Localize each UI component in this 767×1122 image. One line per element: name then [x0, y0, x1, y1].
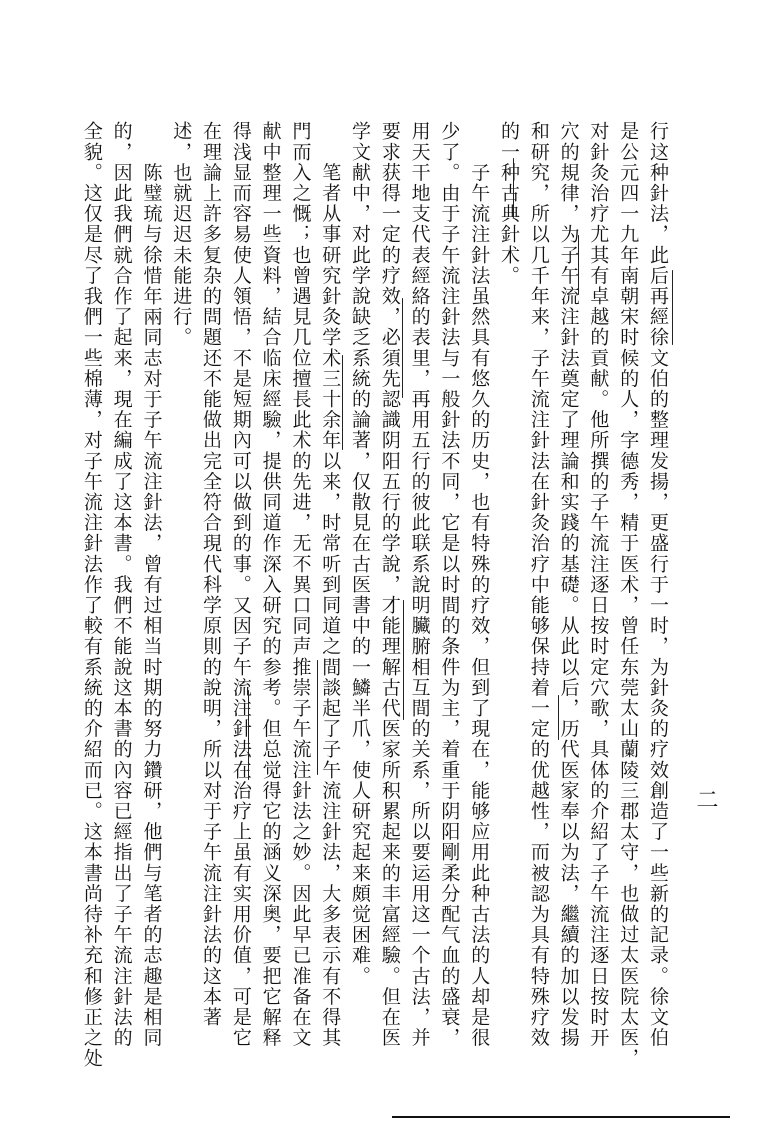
bottom-rule [392, 1116, 730, 1118]
body-text [76, 121, 672, 1069]
text-column: 和研究，所以几千年来，子午流注針法在針灸治疗中能够保持着一定的优越性，而被認为具有特殊疗效 [527, 121, 550, 1048]
text-column: 献中整理一些資料，結合临床經驗，提供同道作深入研究的参考。但总觉得它的涵义深奥，要把它解释 [259, 121, 282, 1048]
text-column: 子午流注針法虽然具有悠久的历史，也有特殊的疗效，但到了現在，能够应用此种古法的人却是很 [468, 121, 491, 1048]
pencil-mark [248, 690, 249, 780]
text-column: 全貌。这仅是尽了我們一些棉薄，对子午流注針法作了較有系統的介紹而已。这本書尚待补充和修正之处 [80, 121, 103, 1069]
pencil-mark [558, 695, 559, 740]
text-column: 用天干地支代表經絡的表里，再用五行的彼此联系說明臟腑相互間的关系，所以要运用这一个古法，并 [408, 121, 431, 1048]
text-column: 行这种針法，此后再經徐文伯的整理发揚，更盛行于一时，为針灸的疗效創造了一些新的記录。徐文伯 [647, 121, 669, 1048]
text-column: 的，因此我們就合作了起来，現在編成了这本書。我們不能說这本書的內容已經指出了子午流注針法的 [110, 121, 133, 1048]
text-column: 对針灸治疗尤其有卓越的貢献。他所撰的子午流注逐日按时定穴歌，具体的介紹了子午流注逐日按时开 [587, 121, 610, 1048]
text-column: 少了。由于子午流注針法与一般針法不同，它是以时間的条件为主，着重于阴阳剛柔分配气血的盛衰， [438, 121, 461, 1048]
text-column: 穴的規律，为子午流注針法奠定了理論和实踐的基礎。从此以后，历代医家奉以为法，繼續的加以发揚 [557, 121, 580, 1048]
text-column: 是公元四一九年南朝宋时候的人，字德秀，精于医术，曾任东莞太山蘭陵三郡太守，也做过太医院太医， [617, 121, 640, 1069]
pencil-mark [403, 600, 404, 720]
pencil-mark [513, 158, 514, 218]
text-column: 学文献中，对此学說缺乏系統的論著，仅散見在古医書中的一鱗半爪，使人研究起来頗觉困难。 [349, 121, 372, 987]
text-column: 的一种古典針术。 [498, 121, 521, 286]
pencil-mark [342, 355, 343, 450]
pencil-mark [317, 660, 318, 775]
text-column: 得浅显而容易使人領悟，不是短期內可以做到的事。又因子午流注針法在治疗上虽有实用价值，可是它 [229, 121, 252, 1048]
page-number: 二 [693, 788, 718, 810]
text-column: 門而入之慨；也曾遇見几位擅長此术的先进，无不異口同声推崇子午流注針法之妙。因此早已准备在文 [289, 121, 312, 1048]
pencil-mark [672, 270, 673, 345]
text-column: 在理論上許多复杂的問題还不能做出完全符合現代科学原則的說明，所以对于子午流注針法的这本著 [200, 121, 223, 1028]
text-column: 陈璧琉与徐惜年兩同志对于子午流注針法，曾有过相当时期的努力鑽研，他們与笔者的志趣是相同 [140, 121, 163, 1048]
text-column: 笔者从事研究針灸学术三十余年以来，时常听到同道之間談起了子午流注針法，大多表示有不得其 [319, 121, 342, 1048]
pencil-mark [578, 235, 579, 295]
pencil-mark [402, 298, 403, 398]
text-column: 述，也就迟迟未能进行。 [170, 121, 193, 348]
text-column: 要求获得一定的疗效，必須先認識阴阳五行的学說，才能理解古代医家所积累起来的丰富經驗。但在医 [378, 121, 401, 1048]
